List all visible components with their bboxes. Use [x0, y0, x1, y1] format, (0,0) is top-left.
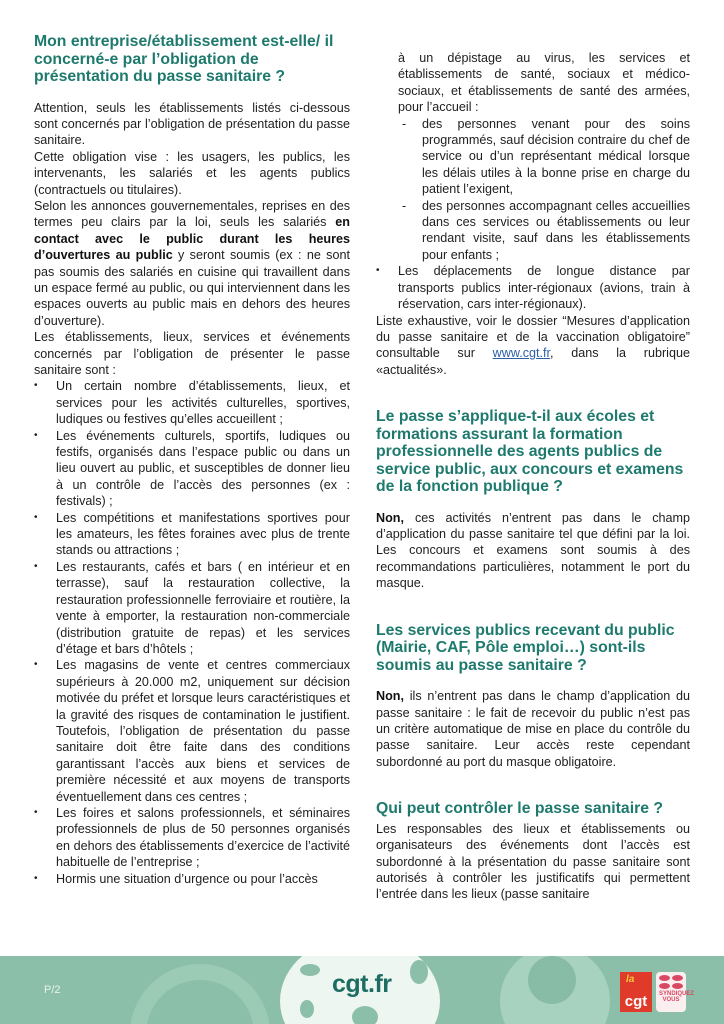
left-column — [34, 33, 350, 887]
emphasis-public-contact: en contact avec le public durant les heures d’ouvertures au public — [34, 215, 350, 263]
list-item: • Les événements culturels, sportifs, ludiques ou festifs, organisés dans l’espace public ou dans un lieu ouvert au public, et susceptibles de donner lieu à un contrôle de l’accès des personnes (ex : festivals) ; — [34, 428, 350, 510]
list-item: • Un certain nombre d’établissements, lieux, et services pour les activités culturelles, sportives, ludiques ou festives qu’elles accueillent ; — [34, 378, 350, 427]
heading-schools: Le passe s’applique-t-il aux écoles et formations assurant la formation professionnelle des agents publics de service public, aux concours et examens de la fonction publique ? — [376, 408, 684, 496]
schools-answer: Non, ces activités n’entrent pas dans le champ d’application du passe sanitaire tel que défini par la loi. Les concours et examens sont soumis à des recommandations particulières, notamment le port du masque. — [376, 510, 690, 591]
site-url[interactable]: cgt.fr — [332, 970, 392, 998]
health-continuation: à un dépistage au virus, les services et établissements de santé, sociaux et médico-sociaux, et établissements de santé des armées, pour l’accueil : — [398, 51, 690, 115]
transport-list — [376, 263, 690, 312]
list-item: • Les compétitions et manifestations sportives pour les amateurs, les fêtes foraines avec plus de trente stands ou attractions ; — [34, 510, 350, 559]
page-number: P/2 — [44, 984, 61, 996]
gear-decoration-icon — [130, 964, 270, 1024]
list-intro: Les établissements, lieux, services et événements concernés par l’obligation de présenter le passe sanitaire sont : — [34, 330, 350, 377]
public-services-answer: Non, ils n’entrent pas dans le champ d’application du passe sanitaire : le fait de recevoir du public n’est pas un critère automatique de mise en place du contrôle du passe sanitaire. Leur accès reste cependant subordonné au port du masque obligatoire. — [376, 689, 690, 769]
announcement-paragraph: Selon les annonces gouvernementales, reprises en des termes peu clairs par la loi, seuls les salariés en contact avec le public durant les heures d’ouvertures au public y seront soumis (ex : ne sont pas soumis des salariés en cuisine qui travaillent dans un espace fermé au public, ou qui interviennent dans les espaces ouverts au public mais en dehors des heures d’ouverture). — [34, 198, 350, 328]
list-item: • Les restaurants, cafés et bars ( en intérieur et en terrasse), sauf la restauration collective, la restauration professionnelle ferroviaire et routière, la vente à emporter, la restauration non-commerciale (distribution gratuite de repas) et les services d’étage et bars d’hôtels ; — [34, 559, 350, 657]
list-item: • Les magasins de vente et centres commerciaux supérieurs à 20.000 m2, uniquement sur décision motivée du préfet et lorsque leurs caractéristiques et la gravité des risques de contamination le justifient. Toutefois, l’obligation de présentation du passe sanitaire doit être faite dans des conditions garantissant l’accès aux biens et services de première nécessité et aux moyens de transports éventuellement dans ces centres ; — [34, 657, 350, 805]
heading-who-controls: Qui peut contrôler le passe sanitaire ? — [376, 800, 664, 818]
who-controls-answer: Les responsables des lieux et établissements ou organisateurs des événements dont l’accès est subordonné à la présentation du passe sanitaire sont autorisés à contrôler les justificatifs qui permettent l’entrée dans les lieux (passe sanitaire — [376, 821, 690, 902]
syndiquez-vous-logo: SYNDIQUEZ VOUS — [656, 972, 686, 1012]
cgt-logo: la cgt — [620, 972, 652, 1012]
footer-banner — [0, 956, 724, 1024]
health-sublist — [376, 116, 690, 264]
list-item: • Les foires et salons professionnels, et séminaires professionnels de plus de 50 personnes organisés en dehors des établissements d’exercice de l’activité habituelle de l’entreprise ; — [34, 805, 350, 871]
intro-paragraph: Attention, seuls les établissements listés ci-dessous sont concernés par l’obligation de présentation du passe sanitaire. — [34, 100, 350, 148]
gear-decoration-icon — [500, 956, 610, 1024]
target-paragraph: Cette obligation vise : les usagers, les publics, les intervenants, les salariés et les agents publics (contractuels ou titulaires). — [34, 149, 350, 197]
right-column — [376, 50, 690, 903]
cgt-website-link[interactable]: www.cgt.fr — [492, 346, 551, 361]
list-item: • Les déplacements de longue distance par transports publics inter-régionaux (avions, train à réservation, cars inter-régionaux). — [376, 263, 690, 312]
list-item: - des personnes accompagnant celles accueillies dans ces services ou établissements ou leur rendant visite, sauf dans les établissements pour enfants ; — [398, 198, 690, 264]
heading-public-services: Les services publics recevant du public (Mairie, CAF, Pôle emploi…) sont-ils soumis au passe sanitaire ? — [376, 621, 675, 674]
list-item: - des personnes venant pour des soins programmés, sauf décision contraire du chef de service ou d’un représentant médical lorsque les délais utiles à la bonne prise en charge du patient l’exigent, — [398, 116, 690, 198]
heading-concerned: Mon entreprise/établissement est-elle/ il concerné-e par l’obligation de présentation du passe sanitaire ? — [34, 33, 334, 85]
list-note: Liste exhaustive, voir le dossier “Mesures d’application du passe sanitaire et de la vaccination obligatoire” consultable sur www.cgt.fr, dans la rubrique «actualités». — [376, 313, 690, 377]
establishments-list — [34, 378, 350, 887]
list-item: • Hormis une situation d’urgence ou pour l’accès — [34, 871, 350, 887]
